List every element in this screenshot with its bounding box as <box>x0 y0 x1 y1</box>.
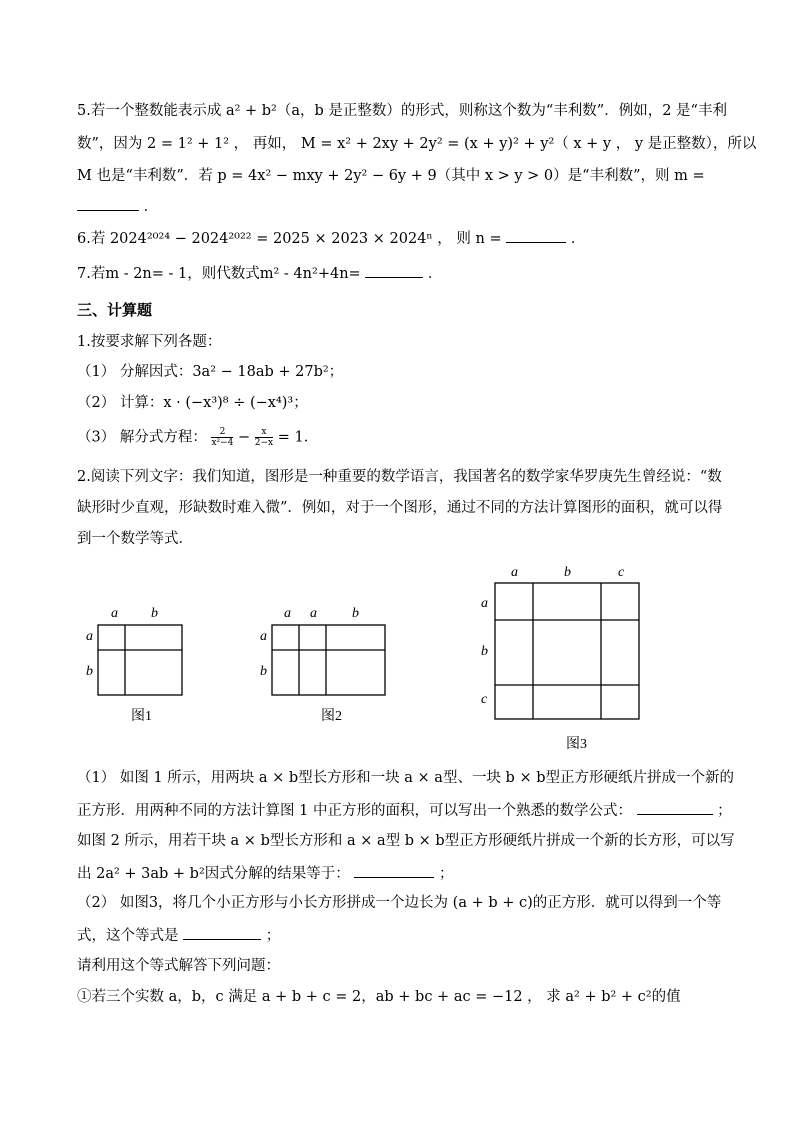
q7-text: 7.若m - 2n= - 1，则代数式m² - 4n²+4n= <box>77 266 366 282</box>
p2b-line4: ①若三个实数 a，b，c 满足 a + b + c = 2，ab + bc + ac = −12 ， 求 a² + b² + c²的值 <box>77 989 681 1005</box>
p1-part2: （2） 计算：x · (−x³)⁸ ÷ (−x⁴)³； <box>77 395 308 411</box>
q5-line3: M 也是“丰利数”．若 p = 4x² − mxy + 2y² − 6y + 9（其中 x > y > 0）是“丰利数”，则 m = <box>77 168 705 184</box>
p2a-line4-end: ； <box>439 866 454 882</box>
fig3-left-label-b: b <box>481 644 488 659</box>
q5-line1: 5.若一个整数能表示成 a² + b²（a，b 是正整数）的形式，则称这个数为“丰利数”．例如，2 是“丰利 <box>77 103 727 119</box>
p2a-line2-end: ； <box>717 803 732 819</box>
figure-3-grid <box>495 583 639 719</box>
fig1-left-label-b: b <box>86 664 93 679</box>
minus-sign: − <box>238 429 251 446</box>
fig3-left-label-a: a <box>481 596 488 611</box>
fig1-top-label-a: a <box>111 606 118 621</box>
fraction-1-den: x²−4 <box>211 438 234 448</box>
fig2-top-label-a1: a <box>284 606 291 621</box>
q5-end: ． <box>143 199 159 215</box>
p2a-line3: 如图 2 所示，用若干块 a × b型长方形和 a × a型 b × b型正方形硬纸片拼成一个新的长方形，可以写 <box>77 833 735 849</box>
p2a-line4 <box>77 863 454 884</box>
p2b-line2-text: 式，这个等式是 <box>77 928 179 944</box>
fig1-top-label-b: b <box>151 606 158 621</box>
fig2-caption: 图2 <box>321 709 342 724</box>
fig3-top-label-c: c <box>618 565 625 580</box>
q6-end: ． <box>570 231 586 247</box>
q7-end: ． <box>427 266 443 282</box>
fig3-caption: 图3 <box>566 737 587 752</box>
p2a-line2-text: 正方形．用两种不同的方法计算图 1 中正方形的面积，可以写出一个熟悉的数学公式： <box>77 803 632 819</box>
p2a-line4-text: 出 2a² + 3ab + b²因式分解的结果等于： <box>77 866 350 882</box>
p2-line2: 缺形时少直观，形缺数时难入微”．例如，对于一个图形，通过不同的方法计算图形的面积，就可以得 <box>77 500 723 516</box>
figure-1-grid <box>98 625 182 695</box>
p1-part3-suffix: = 1. <box>277 429 309 446</box>
figure-2-grid <box>272 625 385 695</box>
p2a-line1: （1） 如图 1 所示，用两块 a × b型长方形和一块 a × a型、一块 b × b型正方形硬纸片拼成一个新的 <box>77 770 734 786</box>
fig1-left-label-a: a <box>86 629 93 644</box>
fig1-caption: 图1 <box>131 709 152 724</box>
fig2-left-label-a: a <box>260 629 267 644</box>
p1-intro: 1.按要求解下列各题： <box>77 334 222 350</box>
p2b-line3: 请利用这个等式解答下列问题： <box>77 958 280 974</box>
p1-part1: （1） 分解因式：3a² − 18ab + 27b²； <box>77 364 344 380</box>
p2b-line2 <box>77 925 280 946</box>
fig2-left-label-b: b <box>260 664 267 679</box>
factor-answer-blank[interactable] <box>354 863 434 878</box>
formula-answer-blank[interactable] <box>637 800 713 815</box>
fig3-top-label-a: a <box>511 565 518 580</box>
section-title: 三、计算题 <box>77 301 153 319</box>
p1-part3-prefix: （3） 解分式方程： <box>77 429 207 446</box>
p2-line3: 到一个数学等式． <box>77 531 193 547</box>
p2b-line1: （2） 如图3，将几个小正方形与小长方形拼成一个边长为 (a + b + c)的正方形．就可以得到一个等 <box>77 895 722 911</box>
p2-line1: 2.阅读下列文字：我们知道，图形是一种重要的数学语言，我国著名的数学家华罗庚先生曾经说：“数 <box>77 469 722 485</box>
fig3-left-label-c: c <box>481 692 488 707</box>
fraction-1-num: 2 <box>211 427 233 438</box>
fig3-top-label-b: b <box>564 565 571 580</box>
fig2-top-label-b: b <box>352 606 359 621</box>
identity-answer-blank[interactable] <box>183 925 261 940</box>
p2a-line2 <box>77 800 732 821</box>
q6-text: 6.若 2024²⁰²⁴ − 2024²⁰²² = 2025 × 2023 × 2024ⁿ ， 则 n = <box>77 231 507 247</box>
fig2-top-label-a2: a <box>310 606 317 621</box>
p2b-line2-end: ； <box>265 928 281 944</box>
q5-line2: 数”，因为 2 = 1² + 1² ， 再如， M = x² + 2xy + 2y² = (x + y)² + y²（ x + y ， y 是正整数），所以 <box>77 136 757 152</box>
fraction-2-num: x <box>255 427 273 438</box>
fraction-2-den: 2−x <box>254 438 274 448</box>
